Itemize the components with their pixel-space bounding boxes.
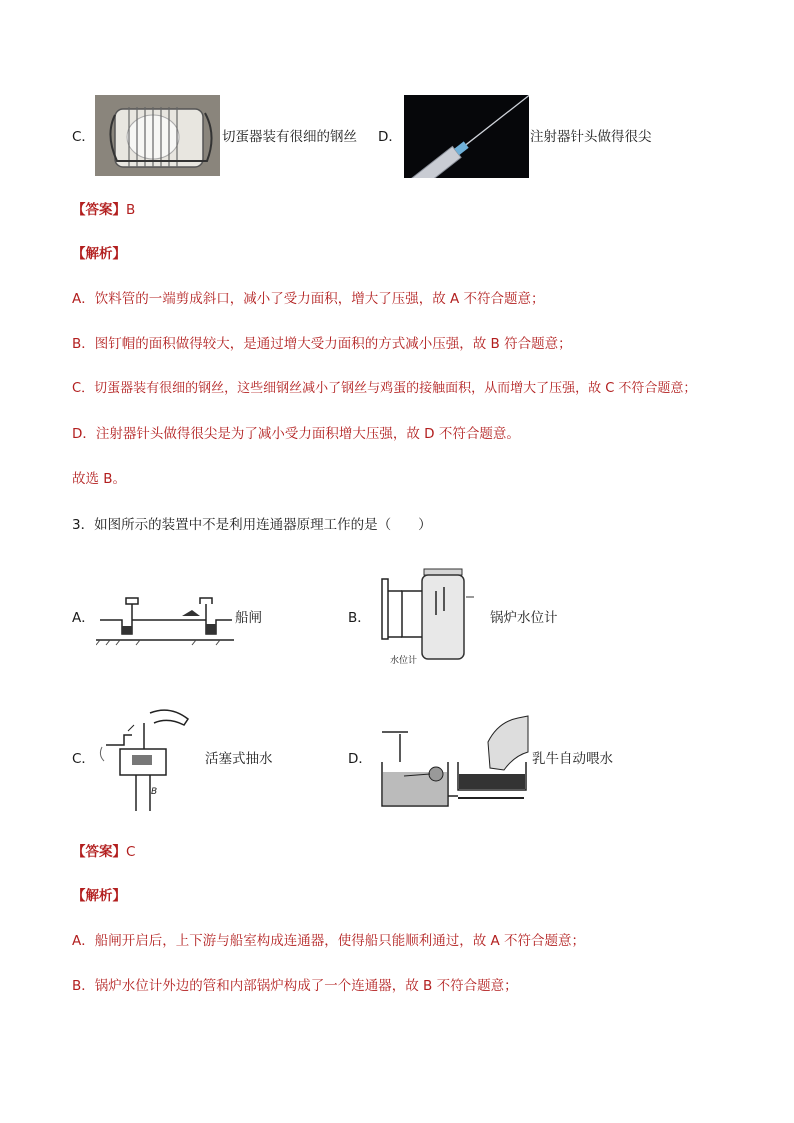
water-gauge-label: 水位计 bbox=[390, 656, 418, 666]
question-3-stem: 3．如图所示的装置中不是利用连通器原理工作的是（ ） bbox=[72, 517, 432, 533]
analysis-line-c: C．切蛋器装有很细的钢丝，这些细钢丝减小了钢丝与鸡蛋的接触面积，从而增大了压强，故 C 不符合题意； bbox=[72, 381, 697, 396]
pump-b-label: B bbox=[151, 787, 158, 797]
q3-option-a-letter: A． bbox=[72, 610, 95, 626]
option-c-letter: C． bbox=[72, 129, 95, 145]
analysis-line-a: A．饮料管的一端剪成斜口，减小了受力面积，增大了压强，故 A 不符合题意； bbox=[72, 291, 545, 307]
q3-option-b-letter: B． bbox=[348, 610, 371, 626]
q3-option-c-caption: 活塞式抽水 bbox=[205, 751, 273, 767]
q3-option-b-caption: 锅炉水位计 bbox=[490, 610, 558, 626]
analysis-line-d: D．注射器针头做得很尖是为了减小受力面积增大压强，故 D 不符合题意。 bbox=[72, 426, 520, 442]
answer-line bbox=[72, 201, 135, 219]
q3-option-c-letter: C． bbox=[72, 751, 95, 767]
q3-option-a-caption: 船闸 bbox=[235, 610, 262, 626]
q3-option-d-letter: D． bbox=[348, 751, 372, 767]
syringe-photo bbox=[404, 95, 529, 178]
answer-tag: 【答案】 bbox=[72, 202, 126, 218]
q3-option-d-caption: 乳牛自动喂水 bbox=[532, 751, 613, 767]
q3-answer-value: C bbox=[126, 844, 136, 860]
option-c-caption: 切蛋器装有很细的钢丝 bbox=[222, 129, 357, 145]
option-d-letter: D． bbox=[378, 129, 402, 145]
q3-analysis-line-a: A．船闸开启后，上下游与船室构成连通器，使得船只能顺利通过，故 A 不符合题意； bbox=[72, 933, 586, 949]
q3-analysis-line-b: B．锅炉水位计外边的管和内部锅炉构成了一个连通器，故 B 不符合题意； bbox=[72, 978, 518, 994]
analysis-line-b: B．图钉帽的面积做得较大，是通过增大受力面积的方式减小压强，故 B 符合题意； bbox=[72, 336, 572, 352]
answer-value: B bbox=[126, 202, 136, 218]
cow-waterer-diagram bbox=[378, 712, 530, 812]
q3-answer-line bbox=[72, 843, 135, 861]
q3-answer-tag: 【答案】 bbox=[72, 844, 126, 860]
q3-analysis-tag: 【解析】 bbox=[72, 888, 126, 904]
conclusion: 故选 B。 bbox=[72, 471, 127, 487]
ship-lock-diagram bbox=[96, 594, 234, 646]
piston-pump-diagram bbox=[94, 705, 194, 811]
option-d-caption: 注射器针头做得很尖 bbox=[530, 129, 652, 145]
analysis-tag: 【解析】 bbox=[72, 246, 126, 262]
boiler-gauge-diagram bbox=[376, 567, 480, 667]
egg-slicer-photo bbox=[95, 95, 220, 176]
